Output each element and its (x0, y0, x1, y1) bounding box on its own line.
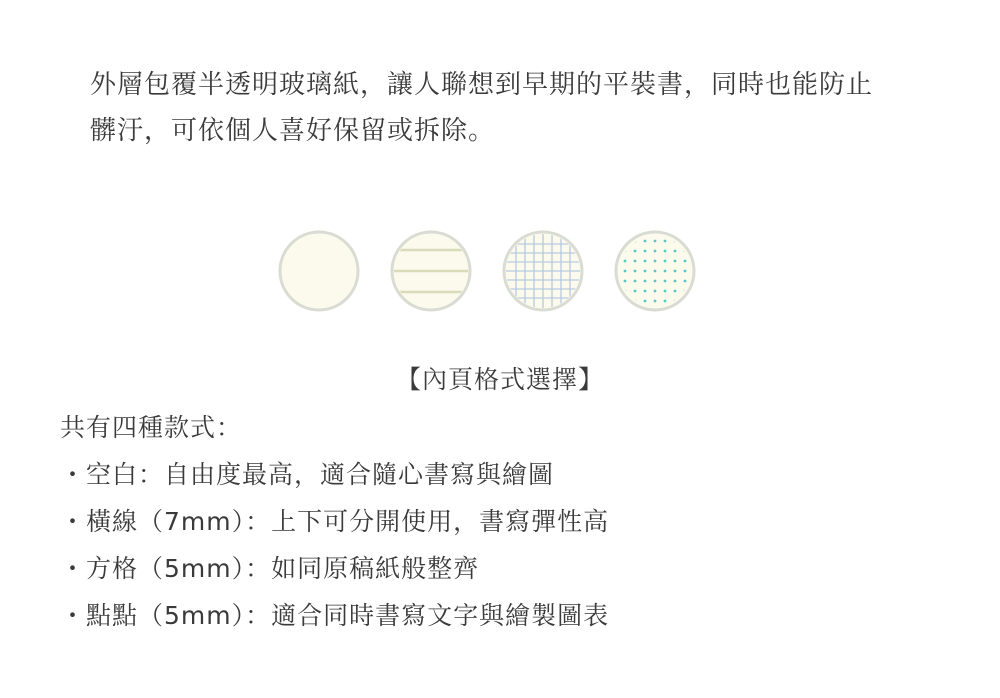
dot-mark (624, 240, 627, 243)
dot-mark (644, 260, 647, 263)
dot-mark (654, 260, 657, 263)
format-item-label: 空白：自由度最高，適合隨心書寫與繪圖 (86, 460, 555, 489)
bullet: ・ (60, 507, 87, 536)
dot-mark (684, 260, 687, 263)
dot-mark (684, 300, 687, 303)
dot-mark (644, 270, 647, 273)
dot-mark (634, 260, 637, 263)
format-list (60, 451, 960, 639)
dot-mark (644, 250, 647, 253)
dot-mark (664, 280, 667, 283)
dot-mark (664, 270, 667, 273)
dot-mark (684, 270, 687, 273)
dot-mark (644, 240, 647, 243)
bullet: ・ (60, 460, 87, 489)
dot-mark (664, 240, 667, 243)
dot-mark (674, 250, 677, 253)
dot-mark (684, 280, 687, 283)
dot-mark (674, 260, 677, 263)
dot-mark (624, 300, 627, 303)
dot-mark (664, 300, 667, 303)
dotted-page-swatch (614, 230, 696, 312)
bullet: ・ (60, 554, 87, 583)
dot-mark (674, 290, 677, 293)
dot-mark (644, 280, 647, 283)
lined-page-swatch (390, 230, 472, 312)
intro-line-1: 外層包覆半透明玻璃紙，讓人聯想到早期的平裝書，同時也能防止 (90, 70, 874, 100)
format-item-lined (60, 498, 960, 545)
dot-mark (654, 250, 657, 253)
bullet: ・ (60, 601, 87, 630)
dot-mark (654, 270, 657, 273)
dot-mark (664, 260, 667, 263)
blank-page-swatch (278, 230, 360, 312)
dot-mark (644, 290, 647, 293)
dot-mark (664, 290, 667, 293)
dot-mark (664, 250, 667, 253)
dot-mark (634, 250, 637, 253)
format-item-label: 方格（5mm）：如同原稿紙般整齊 (86, 554, 480, 583)
dot-mark (654, 290, 657, 293)
section-title: 【內頁格式選擇】 (395, 365, 604, 394)
dot-mark (634, 280, 637, 283)
dot-mark (654, 240, 657, 243)
dot-mark (674, 280, 677, 283)
intro-line-2: 髒汙，可依個人喜好保留或拆除。 (90, 116, 496, 146)
dot-mark (624, 280, 627, 283)
dot-mark (644, 300, 647, 303)
dot-mark (624, 270, 627, 273)
format-item-grid (60, 545, 960, 592)
dot-mark (654, 300, 657, 303)
format-list-heading: 共有四種款式： (60, 413, 243, 442)
format-list-section (60, 405, 960, 639)
intro-paragraph (90, 62, 950, 154)
grid-page-swatch (502, 230, 584, 312)
format-item-blank (60, 451, 960, 498)
format-item-label: 橫線（7mm）：上下可分開使用，書寫彈性高 (86, 507, 610, 536)
dot-mark (674, 270, 677, 273)
dot-mark (654, 280, 657, 283)
page-format-swatches (278, 230, 698, 312)
format-item-dotted (60, 592, 960, 639)
dot-mark (634, 290, 637, 293)
dot-mark (634, 270, 637, 273)
dot-mark (624, 260, 627, 263)
format-item-label: 點點（5mm）：適合同時書寫文字與繪製圖表 (86, 601, 610, 630)
dot-mark (684, 240, 687, 243)
